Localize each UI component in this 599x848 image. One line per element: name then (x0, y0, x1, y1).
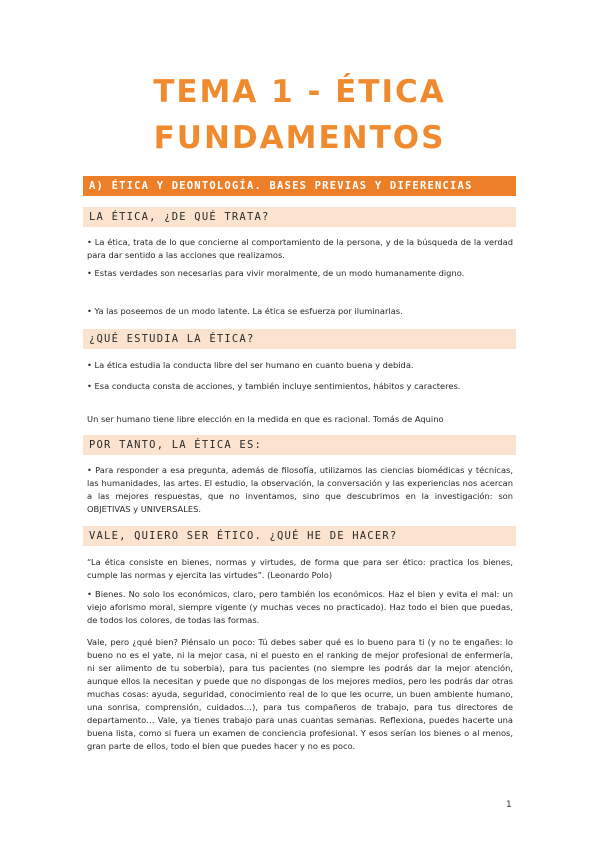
page-subtitle: FUNDAMENTOS (153, 120, 446, 156)
subheading-que-trata: LA ÉTICA, ¿DE QUÉ TRATA? (83, 207, 516, 227)
paragraph: • La ética estudia la conducta libre del ser humano en cuanto buena y debida. (87, 360, 414, 370)
quote-line: Un ser humano tiene libre elección en la medida en que es racional. Tomás de Aquino (87, 414, 444, 424)
paragraph: Vale, pero ¿qué bien? Piénsalo un poco: Tú debes saber qué es lo bueno para ti (y no te engañes: lo bueno no es el yate, ni la mejor casa, ni el puesto en el ranking de mejor profesional de enfermería, ni ser alimento de tu soberbia), para tus pacientes (no siempre les podrás dar la mejor atención, aunque ellos la necesitan y puede que no dispongas de los mejores medios, pero les podrás dar otras muchas cosas: ayuda, seguridad, conocimiento real de lo que les ocurre, un buen ambiente humano, una sonrisa, comprensión, cuidados…), para tus compañeros de trabajo, para tus directores de departamento… Vale, ya tienes trabajo para unas cuantas semanas. Reflexiona, puedes hacerte una buena lista, como si fuera un examen de conciencia profesional. Y esos serían los bienes o al menos, gran parte de ellos, todo el bien que puedes hacer y no es poco. (87, 637, 513, 751)
subheading-que-estudia: ¿QUÉ ESTUDIA LA ÉTICA? (83, 329, 516, 349)
page-title: TEMA 1 - ÉTICA (153, 74, 446, 110)
paragraph: • Estas verdades son necesarias para vivir moralmente, de un modo humanamente digno. (87, 268, 465, 278)
section-heading-a: A) ÉTICA Y DEONTOLOGÍA. BASES PREVIAS Y DIFERENCIAS (83, 176, 516, 196)
subheading-quiero-ser-etico: VALE, QUIERO SER ÉTICO. ¿QUÉ HE DE HACER? (83, 526, 516, 546)
paragraph: • Esa conducta consta de acciones, y también incluye sentimientos, hábitos y caracteres. (87, 381, 461, 391)
quote-paragraph: “La ética consiste en bienes, normas y virtudes, de forma que para ser ético: practica los bienes, cumple las normas y ejercita las virtudes”. (Leonardo Polo) (87, 557, 513, 580)
subheading-por-tanto: POR TANTO, LA ÉTICA ES: (83, 435, 516, 455)
paragraph: • Para responder a esa pregunta, además de filosofía, utilizamos las ciencias biomédicas y técnicas, las humanidades, las artes. El estudio, la observación, la conversación y las experiencias nos acercan a las mejores respuestas, que no inventamos, sino que descubrimos en la investigación: son OBJETIVAS y UNIVERSALES. (87, 465, 513, 514)
page-number: 1 (506, 800, 512, 810)
paragraph: • La ética, trata de lo que concierne al comportamiento de la persona, y de la búsqueda de la verdad para dar sentido a las acciones que realizamos. (87, 237, 513, 260)
paragraph: • Ya las poseemos de un modo latente. La ética se esfuerza por iluminarlas. (87, 306, 403, 316)
paragraph: • Bienes. No solo los económicos, claro, pero también los económicos. Haz el bien y evita el mal: un viejo aforismo moral, siempre vigente (y muchas veces no practicado). Haz todo el bien que puedas, de todos los colores, de todas las formas. (87, 589, 513, 625)
